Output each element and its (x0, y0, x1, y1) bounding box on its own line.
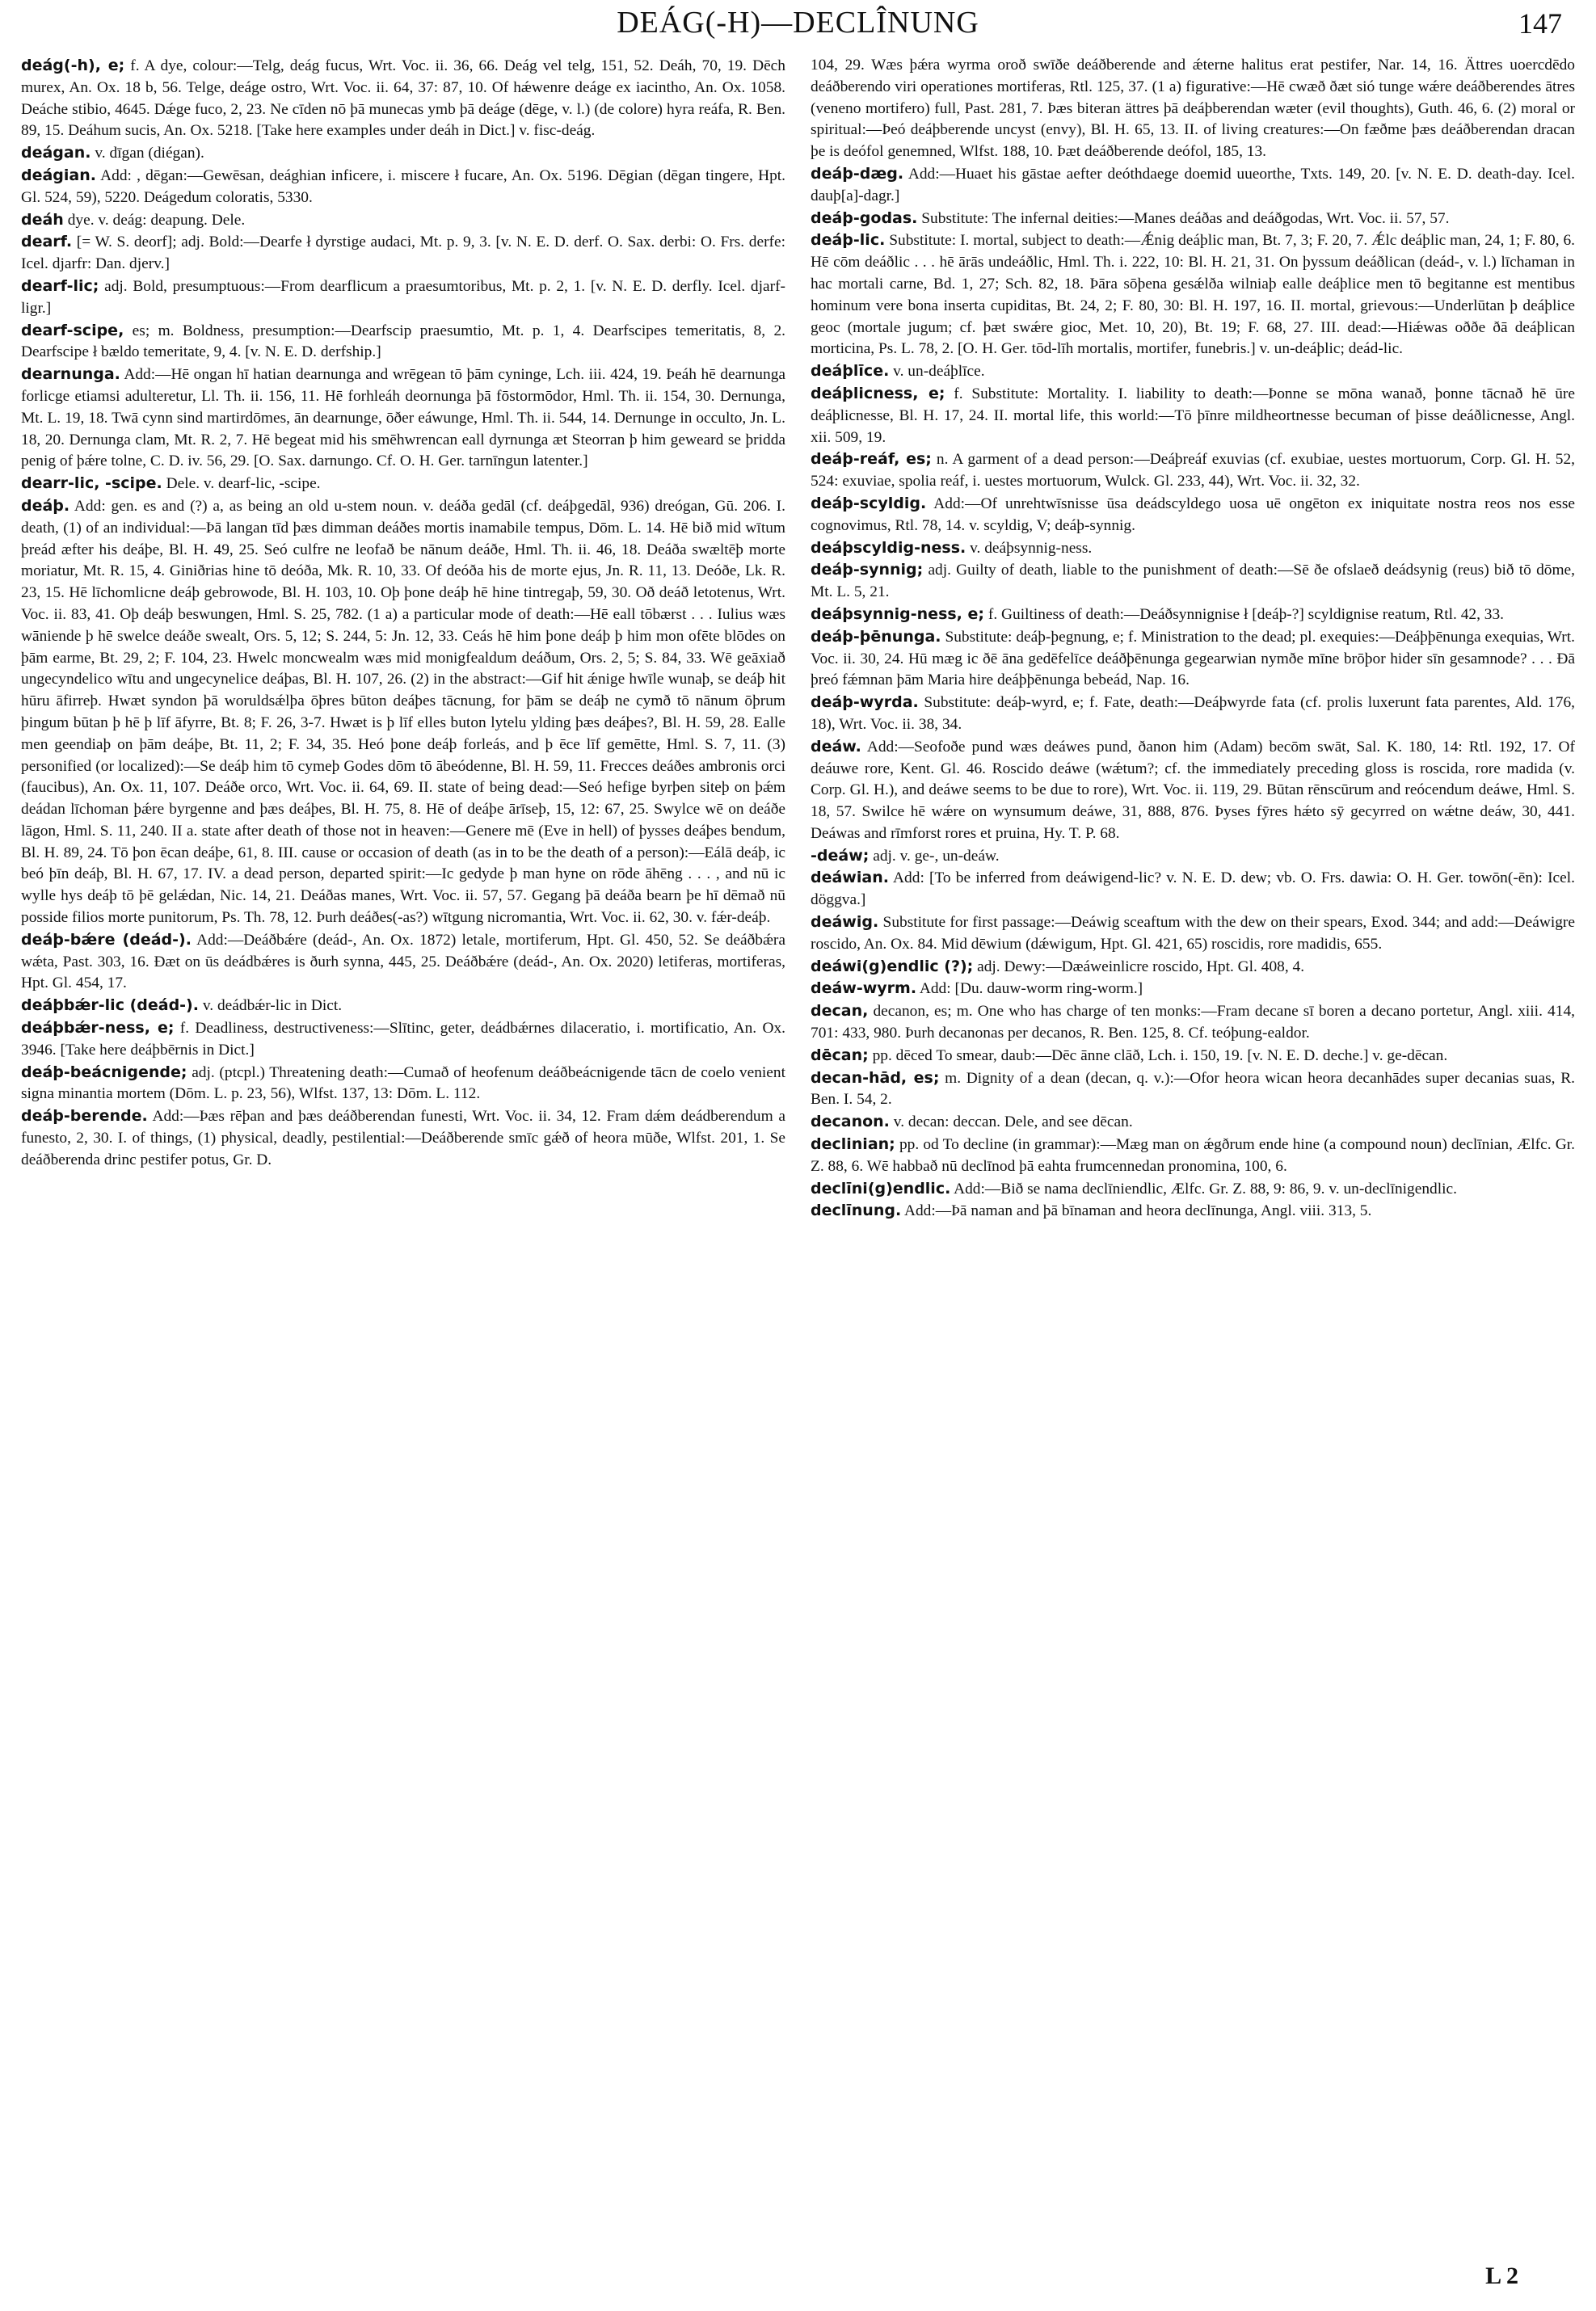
entry-definition: Add:—Þæs rēþan and þæs deáðberendan funesti, Wrt. Voc. ii. 34, 12. Fram dǽm deádberendum a funesto, 2, 30. I. of things, (1) physical, deadly, pestilential:—Deáðberende smīc gǽð of heora mūðe, Wlfst. 201, 1. Se deáðberenda drinc pestifer potus, Gr. D. (21, 1108, 785, 1168)
dictionary-entry (811, 1200, 1575, 1223)
right-column (811, 55, 1575, 2269)
dictionary-entry (811, 493, 1575, 537)
entry-headword: decanon. (811, 1113, 890, 1131)
entry-definition: m. Dignity of a dean (decan, q. v.):—Ofor heora wican heora decanhādes super decanias suas, R. Ben. I. 54, 2. (811, 1069, 1575, 1109)
entry-headword: declīnung. (811, 1202, 902, 1220)
dictionary-entry (811, 163, 1575, 208)
entry-definition: v. un-deáþlīce. (893, 363, 985, 381)
entry-definition: adj. v. ge-, un-deáw. (873, 847, 1000, 865)
dictionary-entry (21, 142, 785, 165)
dictionary-entry (811, 692, 1575, 736)
dictionary-entry (811, 383, 1575, 448)
entry-headword: deáþsynnig-ness, e; (811, 604, 985, 623)
dictionary-entry (21, 209, 785, 232)
entry-headword: deáþbǽr-lic (deád-). (21, 996, 199, 1015)
entry-headword: deáþ-lic. (811, 231, 886, 250)
entry-headword: deáþ-berende. (21, 1107, 148, 1126)
entry-definition: f. Guiltiness of death:—Deáðsynnignise ł [deáþ-?] scyldignise reatum, Rtl. 42, 33. (987, 605, 1505, 623)
entry-headword: deáw-wyrm. (811, 979, 917, 998)
entry-definition: Dele. v. dearf-lic, -scipe. (166, 475, 321, 493)
dictionary-entry (811, 911, 1575, 956)
entry-definition: f. Substitute: Mortality. I. liability to death:—Þonne se mōna wanað, þonne tācnað hē ūre deáþlicnesse, Bl. H. 17, 24. II. mortal life, this world:—Tō þīnre mildheortnesse becuman of þisse deáðlicnesse, Angl. xii. 509, 19. (811, 385, 1575, 446)
entry-headword: deáþscyldig-ness. (811, 538, 966, 557)
dictionary-entry (21, 55, 785, 142)
dictionary-entry (811, 1067, 1575, 1112)
entry-definition: v. deádbǽr-lic in Dict. (202, 997, 343, 1015)
entry-headword: deáþ-reáf, es; (811, 450, 932, 469)
entry-headword: deáþlīce. (811, 362, 890, 381)
entry-definition: Substitute: The infernal deities:—Manes deáðas and deáðgodas, Wrt. Voc. ii. 57, 57. (921, 209, 1450, 227)
entry-headword: deágian. (21, 166, 96, 184)
dictionary-entry (811, 1111, 1575, 1134)
entry-headword: deáþ. (21, 496, 70, 515)
entry-definition: adj. Bold, presumptuous:—From dearflicum a praesumtoribus, Mt. p. 2, 1. [v. N. E. D. derfly. Icel. djarf-ligr.] (21, 277, 785, 317)
dictionary-entry (21, 320, 785, 364)
entry-headword: dēcan; (811, 1046, 869, 1064)
entry-headword: deáþlicness, e; (811, 384, 945, 402)
entry-definition: es; m. Boldness, presumption:—Dearfscip praesumtio, Mt. p. 1, 4. Dearfscipes temeritatis, 8, 2. Dearfscipe ł bældo temeritate, 9, 4. [v. N. E. D. derfship.] (21, 322, 785, 361)
entry-headword: deáwi(g)endlic (?); (811, 957, 974, 975)
entry-definition: adj. (ptcpl.) Threatening death:—Cumað of heofenum deáðbeácnigende tācn de coelo venient signa minantia mortem (Dōm. L. p. 23, 56), Wlfst. 137, 13: Dōm. L. 112. (21, 1063, 785, 1103)
entry-headword: dearf-scipe, (21, 321, 124, 339)
dictionary-entry (21, 1105, 785, 1171)
entry-definition: v. deáþsynnig-ness. (970, 539, 1093, 557)
entry-headword: declīni(g)endlic. (811, 1179, 951, 1198)
dictionary-entry (811, 1134, 1575, 1178)
dictionary-entry (21, 995, 785, 1017)
entry-headword: decan, (811, 1002, 869, 1021)
dictionary-entry (21, 276, 785, 320)
entry-headword: declinian; (811, 1135, 895, 1154)
entry-definition: Substitute for first passage:—Deáwig sceaftum with the dew on their spears, Exod. 344; and add:—Deáwigre roscido, An. Ox. 84. Mid dēwium (dǽwigum, Hpt. Gl. 421, 65) roscidis, rore madidis, 655. (811, 914, 1575, 953)
entry-definition: [= W. S. deorf]; adj. Bold:—Dearfe ł dyrstige audaci, Mt. p. 9, 3. [v. N. E. D. derf. O. Sax. derbi: O. Frs. derfe: Icel. djarfr: Dan. djerv.] (21, 234, 785, 273)
page-number: 147 (1518, 7, 1562, 40)
entry-headword: deáþ-þēnunga. (811, 627, 941, 646)
dictionary-entry (811, 1178, 1575, 1201)
entry-headword: deág(-h), e; (21, 57, 125, 74)
dictionary-entry (21, 364, 785, 473)
entry-definition: Substitute: deáþ-wyrd, e; f. Fate, death:—Deáþwyrde fata (cf. prolis luxerunt fata parentes, Ald. 176, 18), Wrt. Voc. ii. 38, 34. (811, 694, 1575, 733)
dictionary-entry (811, 1045, 1575, 1067)
entry-definition: 104, 29. Wæs þǽra wyrma oroð swīðe deáðberende and ǽterne halitus erat pestifer, Nar. 14, 16. Ättres uoercdēdo deáðberendo viri operationes mortiferas, Rtl. 125, 37. (1 a) figurative:—Hē cwæð ðæt sió tunge wǽre deáðberendes ātres (veneno mortifero) full, Past. 281, 7. Þæs biteran ättres þā deáþberendan wæter (evil thoughts), Guth. 46, 6. (2) moral or spiritual:—Þeó deáþberende uncyst (envy), Bl. H. 65, 13. II. of living creatures:—On fæðme þæs deáðberendan dracan þe is deófol genemned, Wlfst. 188, 10. Þæt deáðberende deófol, 185, 13. (811, 57, 1575, 161)
entry-headword: dearf. (21, 233, 73, 251)
entry-definition: Add:—Seofoðe pund wæs deáwes pund, ðanon him (Adam) becōm swāt, Sal. K. 180, 14: Rtl. 192, 17. Of deáuwe rore, Kent. Gl. 46. Roscido deáwe (wǽtum?; cf. the immediately preceding gloss is roscida, rore madida (v. Corp. Gl. H.), and deáwe seems to be due to rore), Wrt. Voc. ii. 119, 29. Būtan rēnscūrum and reócendum deáwe, Hml. S. 18, 57. Swilce hē wǽre on wynsumum deáwe, 31, 888, 876. Þyses fȳres hǽto sȳ gecyrred on wǽtne deáw, 30, 441. Deáwas and rīmforst rores et pruina, Hy. T. P. 68. (811, 738, 1575, 842)
entry-headword: deáþ-wyrda. (811, 693, 919, 712)
entry-definition: Substitute: deáþ-þegnung, e; f. Ministration to the dead; pl. exequies:—Deáþþēnunga exequias, Wrt. Voc. ii. 30, 24. Hū mæg ic ðē āna gedēfelīce deáðþēnunga gegearwian nymðe mīne brōþor hider sīn gesamnode? . . . Ðā þreó fǽmnan þām Maria hire deáþþēnunga bebeád, Nap. 16. (811, 628, 1575, 689)
dictionary-entry (811, 55, 1575, 163)
dictionary-entry (811, 208, 1575, 230)
dictionary-entry (811, 626, 1575, 692)
dictionary-entry (811, 978, 1575, 1000)
dictionary-entry (811, 229, 1575, 360)
entry-headword: deáþbǽr-ness, e; (21, 1019, 175, 1038)
entry-headword: deágan. (21, 144, 91, 162)
entry-definition: decanon, es; m. One who has charge of ten monks:—Fram decane sī boren a decano portetur, Angl. xiii. 414, 701: 433, 980. Þurh decanonas per decanos, R. Ben. 125, 8. Cf. teóþung-ealdor. (811, 1003, 1575, 1042)
entry-definition: n. A garment of a dead person:—Deáþreáf exuvias (cf. exubiae, uestes mortuorum, Corp. Gl. H. 52, 524: exuviae, spolia reáf, i. uestes mortuorum, Wulck. Gl. 233, 44), Wrt. Voc. ii. 32, 32. (811, 451, 1575, 490)
dictionary-entry (811, 448, 1575, 493)
entry-definition: Add: [To be inferred from deáwigend-lic? v. N. E. D. dew; vb. O. Frs. dawia: O. H. Ger. towōn(-ēn): Icel. döggva.] (811, 869, 1575, 909)
entry-definition: f. A dye, colour:—Telg, deág fucus, Wrt. Voc. ii. 36, 66. Deág vel telg, 151, 52. Deáh, 70, 19. Dēch murex, An. Ox. 18 b, 56. Telge, deáge ostro, Wrt. Voc. ii. 64, 37: 87, 10. Of hǽwenre deáge ex iacintho, An. Ox. 1058. Deáche stibio, 4645. Dǽge fuco, 2, 23. Ne cīden nō þā munecas ymb þā deáge (dēge, v. l.) (de colore) hyra reáfa, R. Ben. 89, 15. Deáhum sucis, An. Ox. 5218. [Take here examples under deáh in Dict.] v. fisc-deág. (21, 57, 785, 140)
running-head: DEÁG(-H)—DECLÎNUNG (617, 6, 979, 40)
text-columns (21, 55, 1575, 2269)
entry-headword: deáwig. (811, 913, 879, 932)
page-header (0, 5, 1596, 42)
entry-definition: Add: [Du. dauw-worm ring-worm.] (919, 980, 1143, 998)
entry-headword: deáh (21, 210, 64, 229)
entry-definition: pp. dēced To smear, daub:—Dēc ānne clāð, Lch. i. 150, 19. [v. N. E. D. deche.] v. ge-dēcan. (872, 1046, 1448, 1064)
entry-definition: dye. v. deág: deapung. Dele. (67, 211, 246, 229)
entry-definition: adj. Dewy:—Dæáweinlicre roscido, Hpt. Gl. 408, 4. (977, 958, 1305, 975)
entry-headword: deáþ-synnig; (811, 561, 924, 579)
entry-headword: decan-hād, es; (811, 1068, 940, 1087)
entry-definition: f. Deadliness, destructiveness:—Slītinc, geter, deádbǽrnes dilaceratio, i. mortificatio, An. Ox. 3946. [Take here deáþbērnis in Dict.] (21, 1020, 785, 1059)
entry-definition: pp. od To decline (in grammar):—Mæg man on ǽgðrum ende hine (a compound noun) declīnian, Ælfc. Gr. Z. 88, 6. Wē habbað nū declīnod þā eahta frumcennedan pronomina, 100, 6. (811, 1136, 1575, 1175)
entry-headword: deáþ-bǽre (deád-). (21, 930, 192, 949)
entry-headword: dearr-lic, -scipe. (21, 474, 162, 493)
entry-definition: Add:—Hē ongan hī hatian dearnunga and wrēgean tō þām cyninge, Lch. iii. 424, 19. Þeáh hē dearnunga forlicge etiamsi adulteretur, Ll. Th. ii. 156, 11. Hē forhleáh deornunga þā fōstormōdor, Hml. Th. ii. 154, 30. Dernunga, Mt. L. 19, 18. Twā cynn sind martirdōmes, ān dearnunge, ōðer eáwunge, Hml. Th. ii. 544, 14. Dernunge in occulto, Jn. L. 18, 20. Dernunga clam, Mt. R. 2, 7. Hē begeat mid his smēhwrencan eall dyrnunga æt Steorran þ him geweard se þridda penig of þǽre tolne, C. D. iv. 56, 29. [O. Sax. darnungo. Cf. O. H. Ger. tarnīngun latenter.] (21, 366, 785, 470)
dictionary-entry (21, 1062, 785, 1106)
dictionary-entry (811, 845, 1575, 868)
entry-headword: -deáw; (811, 846, 870, 865)
dictionary-entry (21, 473, 785, 495)
dictionary-entry (811, 360, 1575, 383)
dictionary-entry (21, 165, 785, 209)
entry-definition: v. decan: deccan. Dele, and see dēcan. (893, 1113, 1133, 1131)
entry-headword: deáwian. (811, 869, 889, 887)
dictionary-entry (21, 495, 785, 929)
entry-definition: Add:—Of unrehtwīsnisse ūsa deádscyldego uosa uē ongēton ex iniquitate nostra reos nos esse cognovimus, Rtl. 78, 14. v. scyldig, V; deáþ-synnig. (811, 495, 1575, 534)
entry-headword: dearf-lic; (21, 276, 99, 295)
dictionary-entry (811, 604, 1575, 626)
entry-headword: dearnunga. (21, 365, 120, 384)
dictionary-entry (811, 867, 1575, 911)
dictionary-entry (811, 559, 1575, 604)
entry-headword: deáw. (811, 737, 861, 756)
entry-definition: Substitute: I. mortal, subject to death:—Ǽnig deáþlic man, Bt. 7, 3; F. 20, 7. Ǽlc deáþlic man, 24, 1; F. 80, 6. Hē cōm deáðlic . . . hē ārās undeáðlic, Hml. Th. i. 222, 10: Bl. H. 21, 31. On þyssum deáðlican (deád-, v. l.) līchaman in hac mortali carne, Bd. 1, 27; Sch. 82, 18. Þāra sōþena gesǽlða wilniaþ ealle deáþlice men tō begitanne est mentibus hominum vere bona inserta cupiditas, Bt. 24, 2; F. 80, 30: Bl. H. 197, 16. II. mortal, grievous:—Underlūtan þ deáþlice geoc (mortale jugum; cf. þæt swǽre gioc, Met. 10, 20), Bt. 19; F. 68, 27. III. dead:—Hiǽwas oððe ðā deáþlican morticina, Ps. L. 78, 2. [O. H. Ger. tōd-līh mortalis, mortifer, funebris.] v. un-deáþlic; deád-lic. (811, 232, 1575, 358)
entry-headword: deáþ-scyldig. (811, 494, 927, 512)
dictionary-entry (811, 736, 1575, 845)
signature-mark: L 2 (1485, 2263, 1518, 2289)
dictionary-entry (21, 1017, 785, 1062)
entry-definition: Add: , dēgan:—Gewēsan, deághian inficere, i. miscere ł fucare, An. Ox. 5196. Dēgian (dēgan tingere, Hpt. Gl. 524, 59), 5220. Deágedum coloratis, 5330. (21, 166, 785, 206)
entry-headword: deáþ-dæg. (811, 164, 904, 183)
dictionary-entry (21, 231, 785, 276)
entry-headword: deáþ-beácnigende; (21, 1063, 187, 1081)
left-column (21, 55, 785, 2269)
entry-headword: deáþ-godas. (811, 208, 918, 227)
entry-definition: Add:—Þā naman and þā bīnaman and heora declīnunga, Angl. viii. 313, 5. (903, 1202, 1372, 1220)
entry-definition: Add:—Bið se nama declīniendlic, Ælfc. Gr. Z. 88, 9: 86, 9. v. un-declīnigendlic. (954, 1180, 1457, 1198)
entry-definition: adj. Guilty of death, liable to the punishment of death:—Sē ðe ofslaeð deádsynig (reus) bið tō dōme, Mt. L. 5, 21. (811, 562, 1575, 601)
dictionary-entry (21, 929, 785, 995)
dictionary-entry (811, 537, 1575, 560)
entry-definition: Add: gen. es and (?) a, as being an old u-stem noun. v. deáða gedāl (cf. deáþgedāl, 936) dreógan, Gū. 206. I. death, (1) of an individual:—Þā langan tīd þæs dimman deáðes mortis inamabile tempus, Dōm. L. 14. Hē bið mid wītum þreád æfter his deáþe, Bl. H. 49, 25. Seó culfre ne leofað be nānum deáðe, Hml. Th. ii. 46, 18. Deáða swæltēþ morte moriatur, Mt. R. 15, 4. Giniðrias hine tō deóða, Mk. R. 10, 33. Of deóða his de morte ejus, Jn. R. 11, 13. Deóðe, Lk. R. 23, 15. Hē līchomlicne deáþ gebrowode, Bl. H. 103, 10. Oþ þone deáþ hē hine tintregaþ, 59, 30. Oð deáð letotenus, Wrt. Voc. ii. 83, 41. Oþ deáþ beswungen, Hml. S. 25, 782. (1 a) a particular mode of death:—Hē eall tōbærst . . . Iulius wæs wāniende þ hē swelce deáðe swealt, Ors. 5, 12; S. 244, 5: Jn. 12, 33. Ceás hē him þone deáþ þ him mon ofēte blōdes on þām earme, Bt. 29, 2; F. 104, 23. Hwelc moncwealm wæs mid monigfealdum deáðum, Ors. 2, 5; S. 84, 33. Wē geāxiað ungecyndelico wītu and ungecynelice deáþas, Bl. H. 107, 26. (2) in the abstract:—Gif hit ǽnige hwīle wunaþ, se deáþ hit hūru āfirreþ. Hwæt syndon þā woruldsǽlþa ōþres būton deáþes tācnung, for þām se deáþ ne cymð tō nānum ōþrum þingum būtan þ hē þ līf āfyrre, Bt. 8; F. 26, 3-7. Hwæt is þ līf elles buton lytelu ylding þæs deáþes?, Bl. H. 59, 28. Ealle men geendiaþ on þām deáþe, Bt. 11, 2; F. 34, 35. Heó þone deáþ forleás, and þ ēce līf gemētte, Hml. S. 7, 11. (3) personified (or localized):—Se deáþ him tō cymeþ Godes dōm tō ābeódenne, Bl. H. 59, 11. Frecces deáðes ambronis orci (faucibus), An. Ox. 11, 107. Deáðe orco, Wrt. Voc. ii. 64, 69. II. state of being dead:—Seó hefige byrþen siteþ on þǽm deádan līchoman þǽre byrgenne and þæs deáþes, Bl. H. 75, 8. Hē of deáþe ārīseþ, 15, 12: 67, 25. Swylce wē on deáðe lāgon, Hml. S. 11, 240. II a. state after death of those not in heaven:—Genere mē (Eve in hell) of þysses deáþes bendum, Bl. H. 89, 24. Tō þon ēcan deáþe, 61, 8. III. cause or occasion of death (as in to be the death of a person):—Eálā deáþ, ic beó þīn deáþ, Bl. H. 67, 17. IV. a dead person, departed spirit:—Ic gedyde þ man hyne on rōde āhēng . . . , and nū ic wylle hys deáþ tō þē gelǽdan, Nic. 14, 21. Deáðas manes, Wrt. Voc. ii. 57, 57. Gegang þā deáða bearn þe hī dēmað nū posside filios morte punitorum, Ps. Th. 78, 12. Þurh deáðes(-as?) wītgung nicromantia, Wrt. Voc. ii. 62, 30. v. fǽr-deáþ. (21, 497, 785, 927)
dictionary-entry (811, 956, 1575, 979)
entry-definition: v. dīgan (diégan). (95, 145, 204, 162)
dictionary-entry (811, 1000, 1575, 1045)
entry-definition: Add:—Huaet his gāstae aefter deóthdaege doemid uueorthe, Txts. 149, 20. [v. N. E. D. death-day. Icel. dauþ[a]-dagr.] (811, 165, 1575, 204)
entry-definition: Add:—Deáðbǽre (deád-, An. Ox. 1872) letale, mortiferum, Hpt. Gl. 450, 52. Se deáðbǽra wǽta, Past. 303, 16. Ðæt on ūs deádbǽres is ðurh synna, 445, 25. Deáðbǽre (deád-, An. Ox. 2020) letiferas, mortiferas, Hpt. Gl. 454, 17. (21, 931, 785, 992)
